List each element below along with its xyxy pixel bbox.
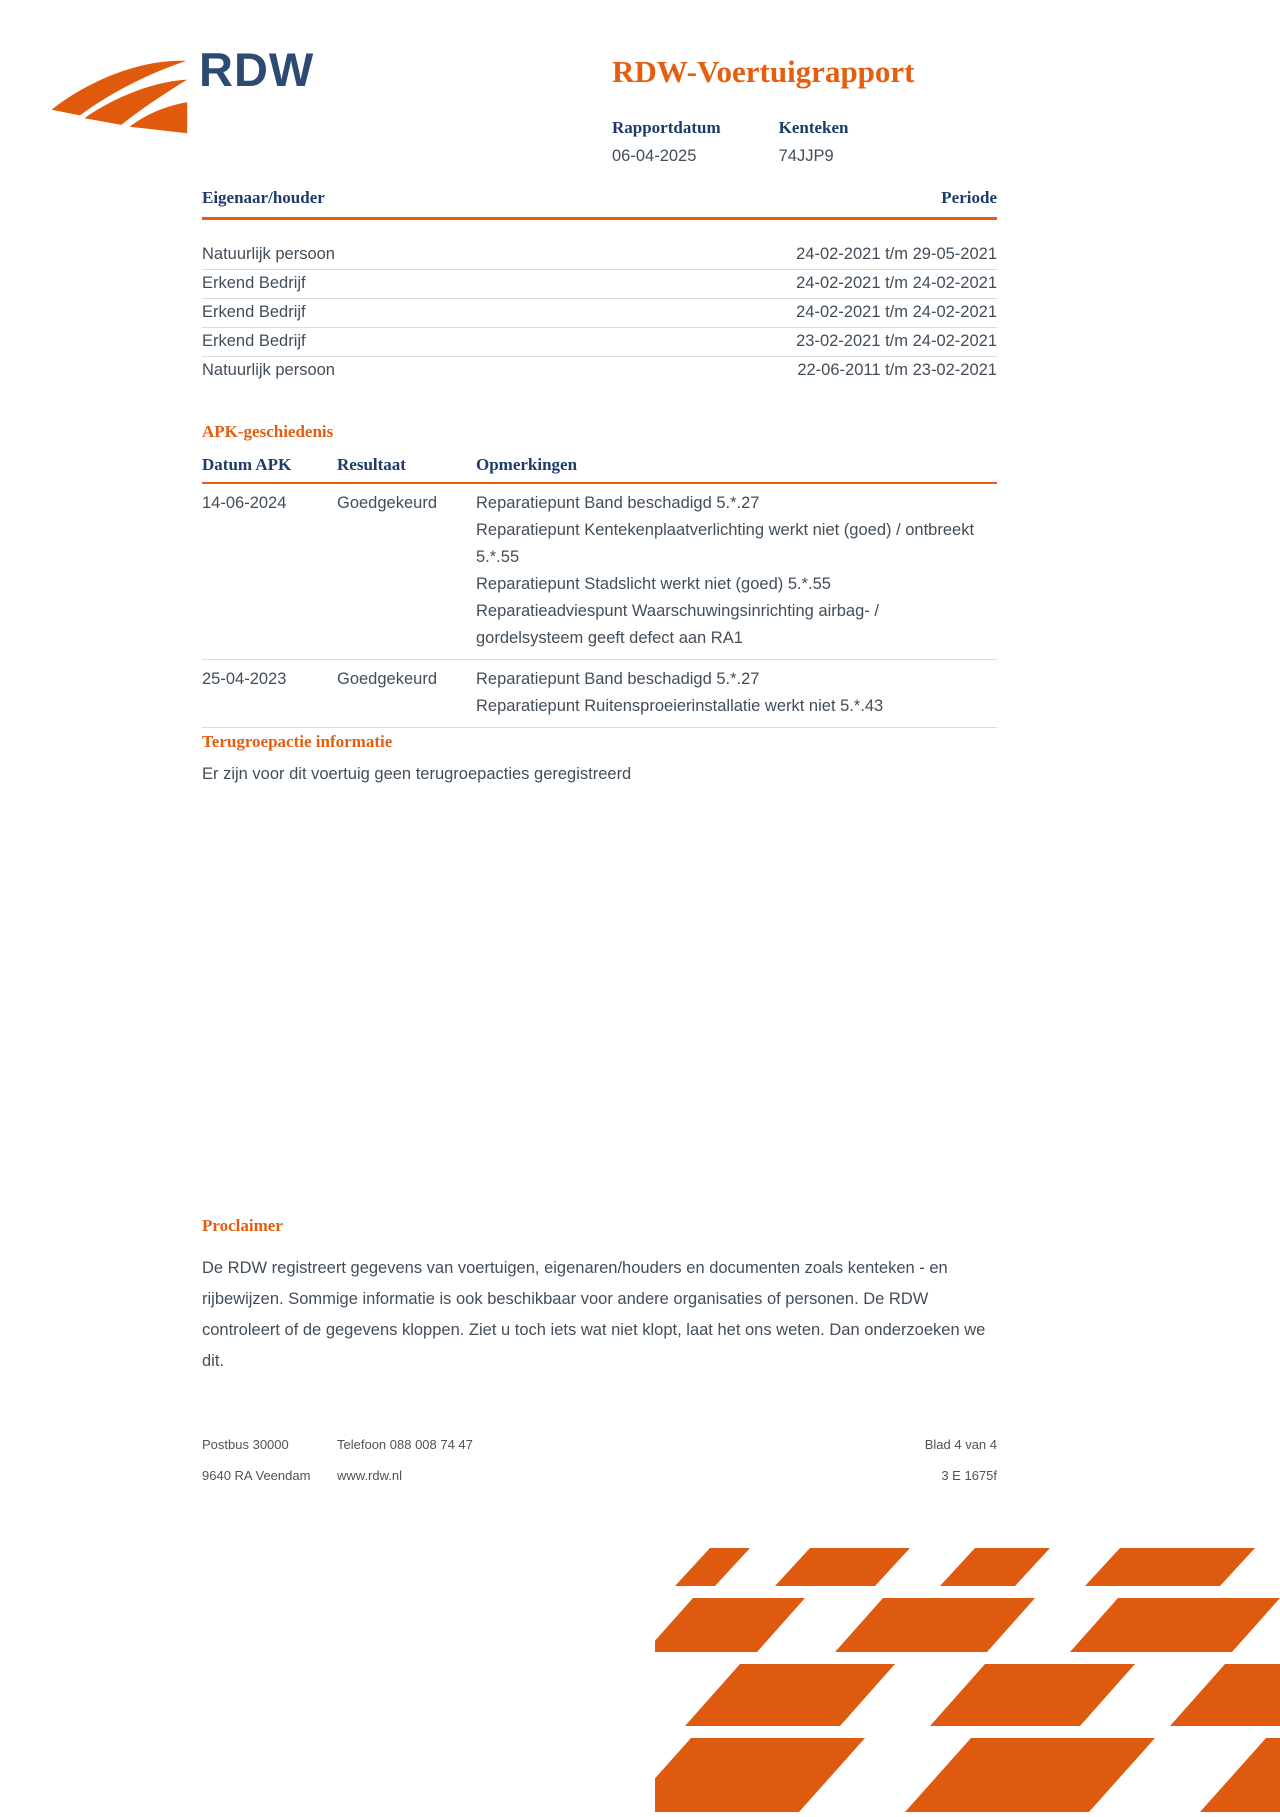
- apk-table: [202, 484, 997, 728]
- apk-date: 25-04-2023: [202, 670, 287, 688]
- table-row: [202, 270, 997, 299]
- report-meta: [612, 118, 849, 166]
- apk-result: Goedgekeurd: [337, 670, 437, 688]
- owner-name: Erkend Bedrijf: [202, 303, 306, 321]
- page-footer: [202, 1437, 997, 1499]
- table-row: [202, 660, 997, 728]
- apk-remark-line: Reparatiepunt Stadslicht werkt niet (goed) 5.*.55: [476, 575, 831, 593]
- table-row: [202, 357, 997, 385]
- table-row: [202, 328, 997, 357]
- license-plate-value: 74JJP9: [778, 147, 834, 165]
- owner-name: Erkend Bedrijf: [202, 274, 306, 292]
- owner-period: 24-02-2021 t/m 24-02-2021: [796, 274, 997, 292]
- apk-remarks: [476, 666, 981, 720]
- recall-section: [202, 732, 997, 784]
- apk-remark-line: Reparatiepunt Ruitensproeierinstallatie werkt niet 5.*.43: [476, 697, 884, 715]
- apk-column-date: Datum APK: [202, 455, 292, 474]
- apk-remark-line: Reparatiepunt Kentekenplaatverlichting werkt niet (goed) / ontbreekt 5.*.55: [476, 521, 975, 566]
- apk-remarks: [476, 490, 981, 652]
- apk-section-heading: APK-geschiedenis: [202, 422, 334, 441]
- footer-doc-code: 3 E 1675f: [941, 1468, 997, 1483]
- owner-period: 24-02-2021 t/m 29-05-2021: [796, 245, 997, 263]
- apk-remark-line: Reparatiepunt Band beschadigd 5.*.27: [476, 494, 760, 512]
- owner-table: [202, 241, 997, 385]
- apk-remark-line: Reparatiepunt Band beschadigd 5.*.27: [476, 670, 760, 688]
- report-date-value: 06-04-2025: [612, 147, 697, 165]
- report-date-label: Rapportdatum: [612, 118, 721, 137]
- owner-name: Erkend Bedrijf: [202, 332, 306, 350]
- table-row: [202, 484, 997, 660]
- rdw-wing-art-icon: [655, 1540, 1280, 1812]
- rdw-wordmark: RDW: [199, 43, 315, 96]
- owner-name: Natuurlijk persoon: [202, 245, 335, 263]
- owner-name: Natuurlijk persoon: [202, 361, 335, 379]
- proclaimer-heading: Proclaimer: [202, 1216, 283, 1235]
- apk-column-result: Resultaat: [337, 455, 406, 474]
- recall-text: Er zijn voor dit voertuig geen terugroepacties geregistreerd: [202, 765, 632, 783]
- proclaimer-section: [202, 1216, 997, 1377]
- footer-address-line1: Postbus 30000: [202, 1437, 289, 1452]
- table-row: [202, 299, 997, 328]
- page-title: RDW-Voertuigrapport: [612, 54, 915, 89]
- apk-remark-line: Reparatieadviespunt Waarschuwingsinrichting airbag- / gordelsysteem geeft defect aan RA1: [476, 602, 879, 647]
- footer-address-line2: 9640 RA Veendam: [202, 1468, 311, 1483]
- owner-period: 24-02-2021 t/m 24-02-2021: [796, 303, 997, 321]
- owner-section: [202, 188, 997, 385]
- footer-phone: Telefoon 088 008 74 47: [337, 1437, 473, 1452]
- apk-date: 14-06-2024: [202, 494, 287, 512]
- apk-result: Goedgekeurd: [337, 494, 437, 512]
- table-row: [202, 241, 997, 270]
- owner-period: 22-06-2011 t/m 23-02-2021: [797, 361, 997, 379]
- apk-history-section: [202, 422, 997, 728]
- rdw-wing-logo-icon: [45, 58, 190, 138]
- footer-sheet-number: Blad 4 van 4: [924, 1437, 997, 1452]
- period-column-heading: Periode: [941, 188, 997, 207]
- license-plate-label: Kenteken: [778, 118, 849, 137]
- owner-section-heading: Eigenaar/houder: [202, 188, 325, 207]
- apk-column-remarks: Opmerkingen: [476, 455, 578, 474]
- footer-website: www.rdw.nl: [337, 1468, 403, 1483]
- owner-period: 23-02-2021 t/m 24-02-2021: [796, 332, 997, 350]
- recall-section-heading: Terugroepactie informatie: [202, 732, 393, 751]
- proclaimer-text: De RDW registreert gegevens van voertuigen, eigenaren/houders en documenten zoals kenteken - en rijbewijzen. Sommige informatie is ook beschikbaar voor andere organisaties of personen. De RDW controleert of de gegevens kloppen. Ziet u toch iets wat niet klopt, laat het ons weten. Dan onderzoeken we dit.: [202, 1259, 986, 1370]
